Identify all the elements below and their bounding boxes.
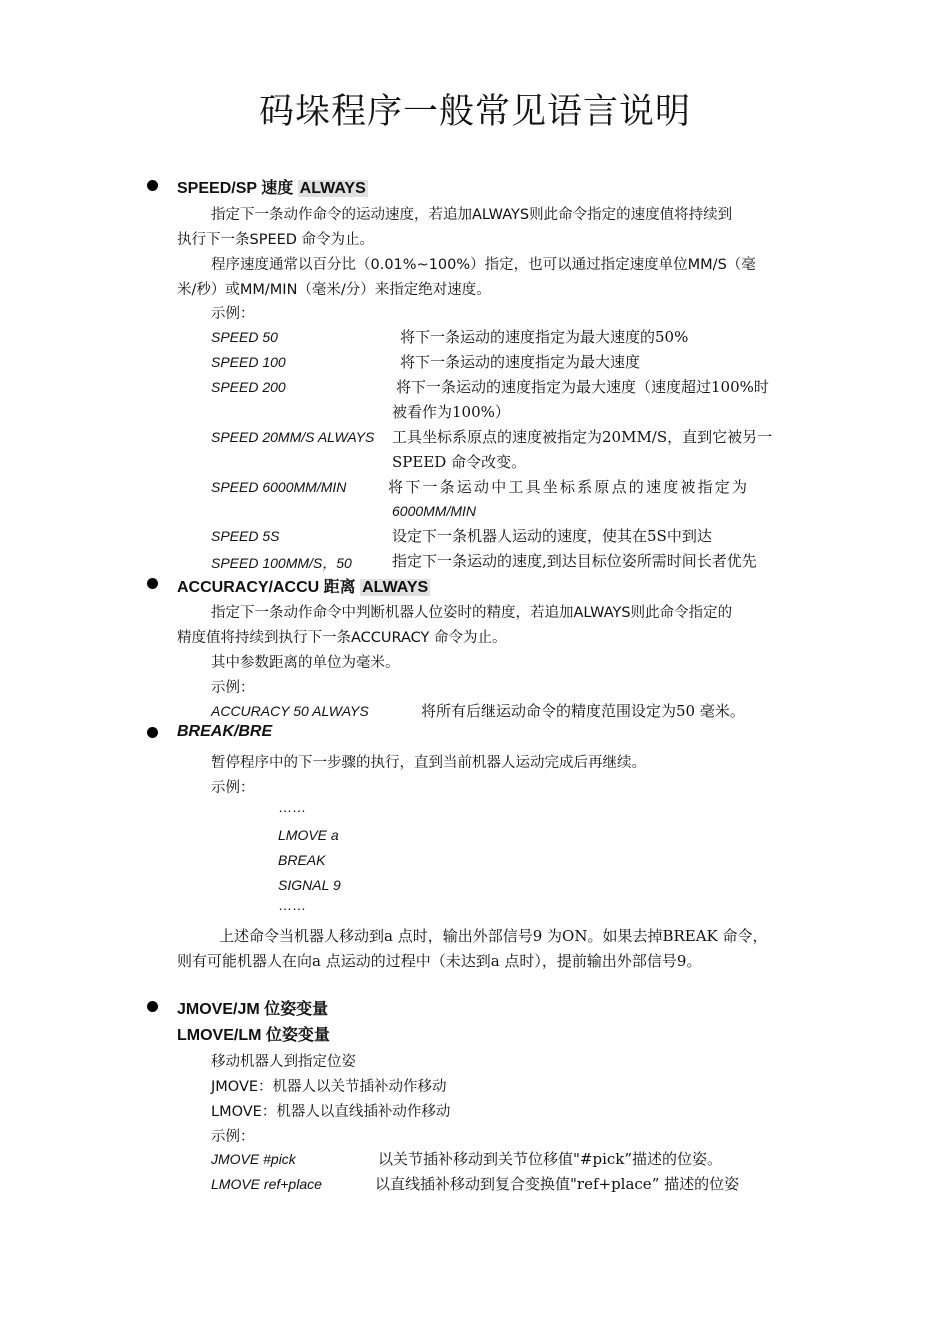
accuracy-p1-line1: 指定下一条动作命令中判断机器人位姿时的精度，若追加ALWAYS则此命令指定的 bbox=[211, 605, 733, 621]
break-code-line: …… bbox=[278, 799, 306, 815]
accuracy-heading-always: ALWAYS bbox=[362, 579, 429, 596]
break-example-label: 示例： bbox=[211, 780, 255, 796]
speed-example-code: SPEED 100MM/S，50 bbox=[211, 555, 352, 571]
move-p1: 移动机器人到指定位姿 bbox=[211, 1054, 356, 1070]
speed-example-label: 示例： bbox=[211, 306, 255, 322]
speed-example-code: SPEED 6000MM/MIN bbox=[211, 479, 347, 495]
speed-example-desc: 将下一条运动中工具坐标系原点的速度被指定为 bbox=[388, 478, 750, 496]
speed-example-desc: 指定下一条运动的速度,到达目标位姿所需时间长者优先 bbox=[392, 552, 757, 570]
speed-p2-line1: 程序速度通常以百分比（0.01%~100%）指定，也可以通过指定速度单位MM/S（毫 bbox=[211, 257, 756, 273]
lmove-heading: LMOVE/LM 位姿变量 bbox=[177, 1027, 330, 1044]
accuracy-heading bbox=[177, 574, 430, 597]
break-code-line: LMOVE a bbox=[278, 827, 339, 843]
speed-example-desc: 将下一条运动的速度指定为最大速度 bbox=[400, 353, 641, 371]
speed-p2-line2: 米/秒）或MM/MIN（毫米/分）来指定绝对速度。 bbox=[177, 282, 491, 298]
speed-example-code: SPEED 100 bbox=[211, 354, 286, 370]
move-p3: LMOVE：机器人以直线插补动作移动 bbox=[211, 1104, 451, 1120]
accuracy-heading-main: ACCURACY/ACCU 距离 bbox=[177, 579, 356, 596]
bullet-icon bbox=[147, 578, 158, 589]
speed-example-desc: 设定下一条机器人运动的速度，使其在5S中到达 bbox=[392, 527, 712, 545]
speed-heading bbox=[177, 175, 368, 198]
accuracy-p1-line2: 精度值将持续到执行下一条ACCURACY 命令为止。 bbox=[177, 630, 507, 646]
speed-example-desc: 将下一条运动的速度指定为最大速度（速度超过100%时 bbox=[396, 378, 769, 396]
speed-heading-always: ALWAYS bbox=[299, 180, 366, 197]
move-example-code: JMOVE #pick bbox=[211, 1151, 296, 1167]
accuracy-example-code: ACCURACY 50 ALWAYS bbox=[211, 703, 369, 719]
break-explanation-line1: 上述命令当机器人移动到a 点时，输出外部信号9 为ON。如果去掉BREAK 命令， bbox=[219, 927, 768, 945]
speed-example-code: SPEED 5S bbox=[211, 528, 280, 544]
speed-example-code: SPEED 50 bbox=[211, 329, 278, 345]
break-code-line: BREAK bbox=[278, 852, 326, 868]
break-heading: BREAK/BRE bbox=[177, 723, 273, 740]
speed-example-desc-cont: SPEED 命令改变。 bbox=[392, 453, 527, 471]
speed-example-code: SPEED 20MM/S ALWAYS bbox=[211, 429, 375, 445]
bullet-icon bbox=[147, 1001, 158, 1012]
accuracy-example-label: 示例： bbox=[211, 680, 255, 696]
break-explanation-line2: 则有可能机器人在向a 点运动的过程中（未达到a 点时），提前输出外部信号9。 bbox=[177, 952, 702, 970]
accuracy-p2: 其中参数距离的单位为毫米。 bbox=[211, 655, 400, 671]
speed-example-desc: 工具坐标系原点的速度被指定为20MM/S，直到它被另一 bbox=[392, 428, 773, 446]
move-example-code: LMOVE ref+place bbox=[211, 1176, 322, 1192]
accuracy-example-desc: 将所有后继运动命令的精度范围设定为50 毫米。 bbox=[421, 702, 745, 720]
jmove-heading: JMOVE/JM 位姿变量 bbox=[177, 1001, 329, 1018]
bullet-icon bbox=[147, 727, 158, 738]
break-p1: 暂停程序中的下一步骤的执行，直到当前机器人运动完成后再继续。 bbox=[211, 755, 646, 771]
speed-example-desc-cont: 被看作为100%） bbox=[392, 403, 510, 421]
page-title: 码垛程序一般常见语言说明 bbox=[258, 92, 691, 132]
bullet-icon bbox=[147, 180, 158, 191]
speed-example-desc: 将下一条运动的速度指定为最大速度的50% bbox=[400, 328, 689, 346]
break-code-line: …… bbox=[278, 897, 306, 913]
speed-heading-main: SPEED/SP 速度 bbox=[177, 180, 294, 197]
move-p2: JMOVE：机器人以关节插补动作移动 bbox=[211, 1079, 447, 1095]
move-example-desc: 以直线插补移动到复合变换值"ref+place” 描述的位姿 bbox=[375, 1175, 740, 1193]
speed-p1-line2: 执行下一条SPEED 命令为止。 bbox=[177, 232, 375, 248]
speed-example-code: SPEED 200 bbox=[211, 379, 286, 395]
break-code-line: SIGNAL 9 bbox=[278, 877, 341, 893]
move-example-label: 示例： bbox=[211, 1129, 255, 1145]
move-example-desc: 以关节插补移动到关节位移值"#pick”描述的位姿。 bbox=[378, 1150, 723, 1168]
speed-p1-line1: 指定下一条动作命令的运动速度，若追加ALWAYS则此命令指定的速度值将持续到 bbox=[211, 207, 733, 223]
speed-example-desc-cont: 6000MM/MIN bbox=[392, 503, 477, 519]
